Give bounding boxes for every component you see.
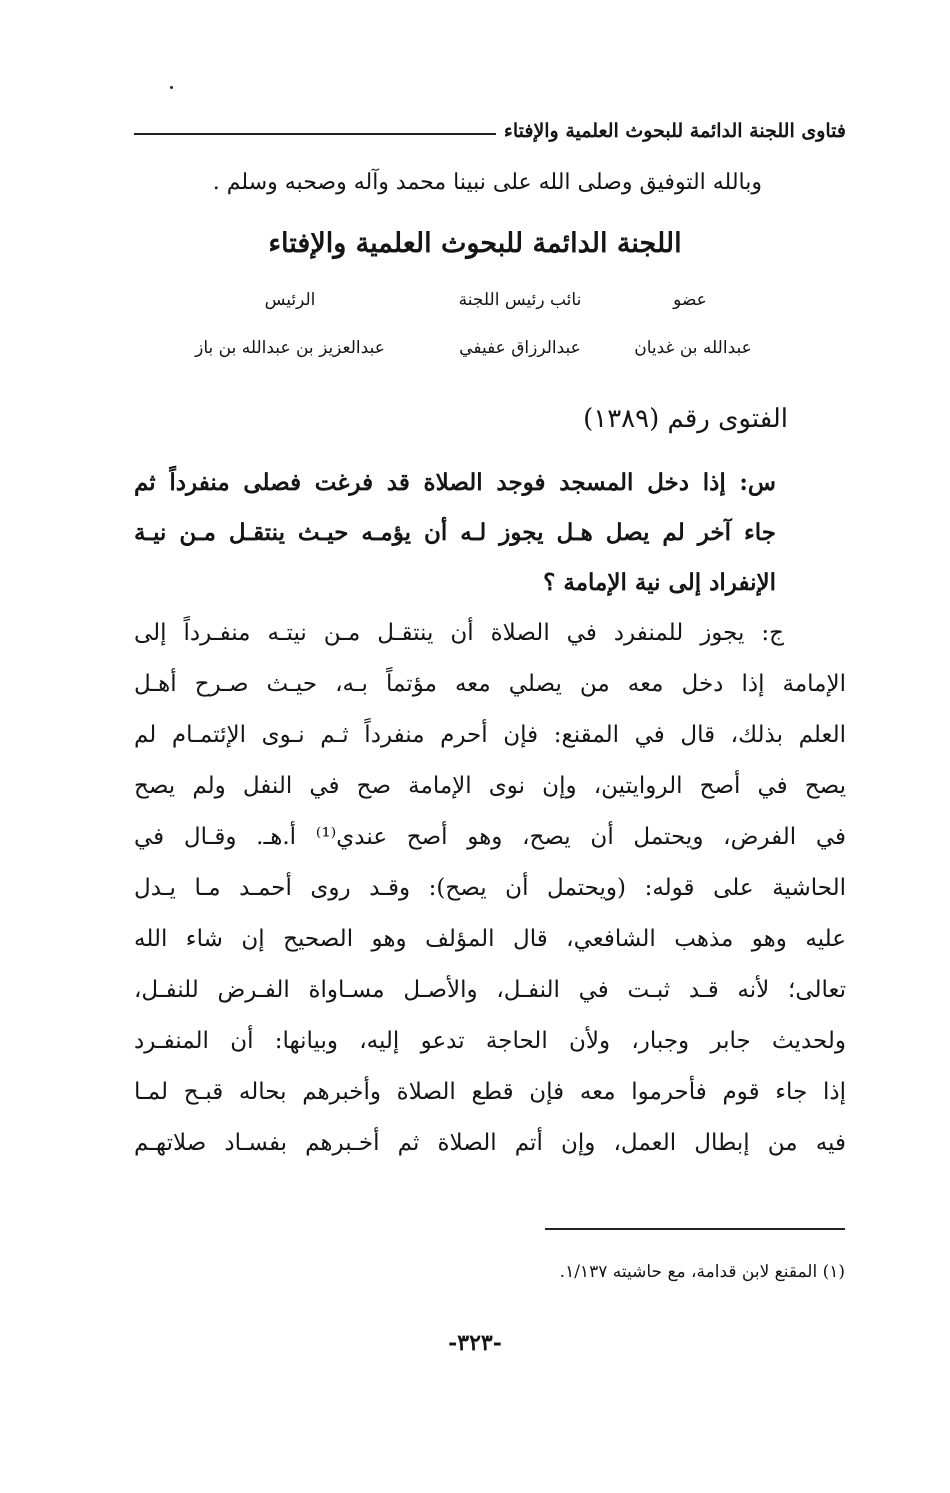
footnote-rule [545, 1228, 845, 1230]
answer-line: العلم بذلك، قال في المقنع: فإن أحرم منفرداً ثـم نـوى الإئتمـام لم [134, 722, 846, 748]
answer-line: الإمامة إذا دخل معه من يصلي معه مؤتماً بـه، حيـث صـرح أهـل [134, 671, 846, 697]
signatory-name-chair: عبدالعزيز بن عبدالله بن باز [195, 338, 385, 358]
question-line: س: إذا دخل المسجد فوجد الصلاة قد فرغت فصلى منفرداً ثم [134, 469, 776, 496]
header-rule [134, 133, 496, 135]
answer-line: ج: يجوز للمنفرد في الصلاة أن ينتقـل مـن نيتـه منفـرداً إلى [134, 620, 784, 646]
signatory-role-vice-chair: نائب رئيس اللجنة [458, 290, 582, 310]
signatory-role-chair: الرئيس [264, 290, 316, 310]
answer-line: فيه من إبطال العمل، وإن أتم الصلاة ثم أخـبرهم بفسـاد صلاتهـم [134, 1130, 846, 1156]
closing-line: وبالله التوفيق وصلى الله على نبينا محمد وآله وصحبه وسلم . [212, 170, 762, 195]
question-line: الإنفراد إلى نية الإمامة ؟ [543, 569, 776, 596]
signatory-name-member: عبدالله بن غديان [634, 338, 752, 358]
answer-line: ولحديث جابر وجبار، ولأن الحاجة تدعو إليه، وبيانها: أن المنفـرد [134, 1028, 846, 1054]
fatwa-number: الفتوى رقم (١٣٨٩) [583, 404, 788, 434]
running-header-title: فتاوى اللجنة الدائمة للبحوث العلمية والإفتاء [503, 120, 846, 142]
committee-name: اللجنة الدائمة للبحوث العلمية والإفتاء [268, 228, 682, 259]
answer-line: عليه وهو مذهب الشافعي، قال المؤلف وهو الصحيح إن شاء الله [134, 926, 846, 952]
answer-line: إذا جاء قوم فأحرموا معه فإن قطع الصلاة وأخبرهم بحاله قبـح لمـا [134, 1079, 846, 1105]
signatory-name-vice-chair: عبدالرزاق عفيفي [459, 338, 581, 358]
page-number: -٣٢٣- [448, 1330, 502, 1356]
speck-mark [170, 86, 173, 89]
question-block [134, 458, 776, 608]
answer-line: يصح في أصح الروايتين، وإن نوى الإمامة صح في النفل ولم يصح [134, 773, 846, 799]
answer-block [134, 608, 846, 1169]
running-header [134, 116, 846, 146]
answer-line: الحاشية على قوله: (ويحتمل أن يصح): وقـد روى أحمـد مـا يـدل [134, 875, 846, 901]
footnote: (١) المقنع لابن قدامة، مع حاشيته ١/١٣٧. [559, 1262, 845, 1282]
question-line: جاء آخر لم يصل هـل يجوز لـه أن يؤمـه حيـث ينتقـل مـن نيـة [134, 519, 776, 546]
signatory-role-member: عضو [673, 290, 707, 310]
answer-line: في الفرض، ويحتمل أن يصح، وهو أصح عندي⁽¹⁾ أ.هـ. وقـال في [134, 824, 846, 850]
answer-line: تعالى؛ لأنه قـد ثبـت في النفـل، والأصـل مسـاواة الفـرض للنفـل، [134, 977, 846, 1003]
